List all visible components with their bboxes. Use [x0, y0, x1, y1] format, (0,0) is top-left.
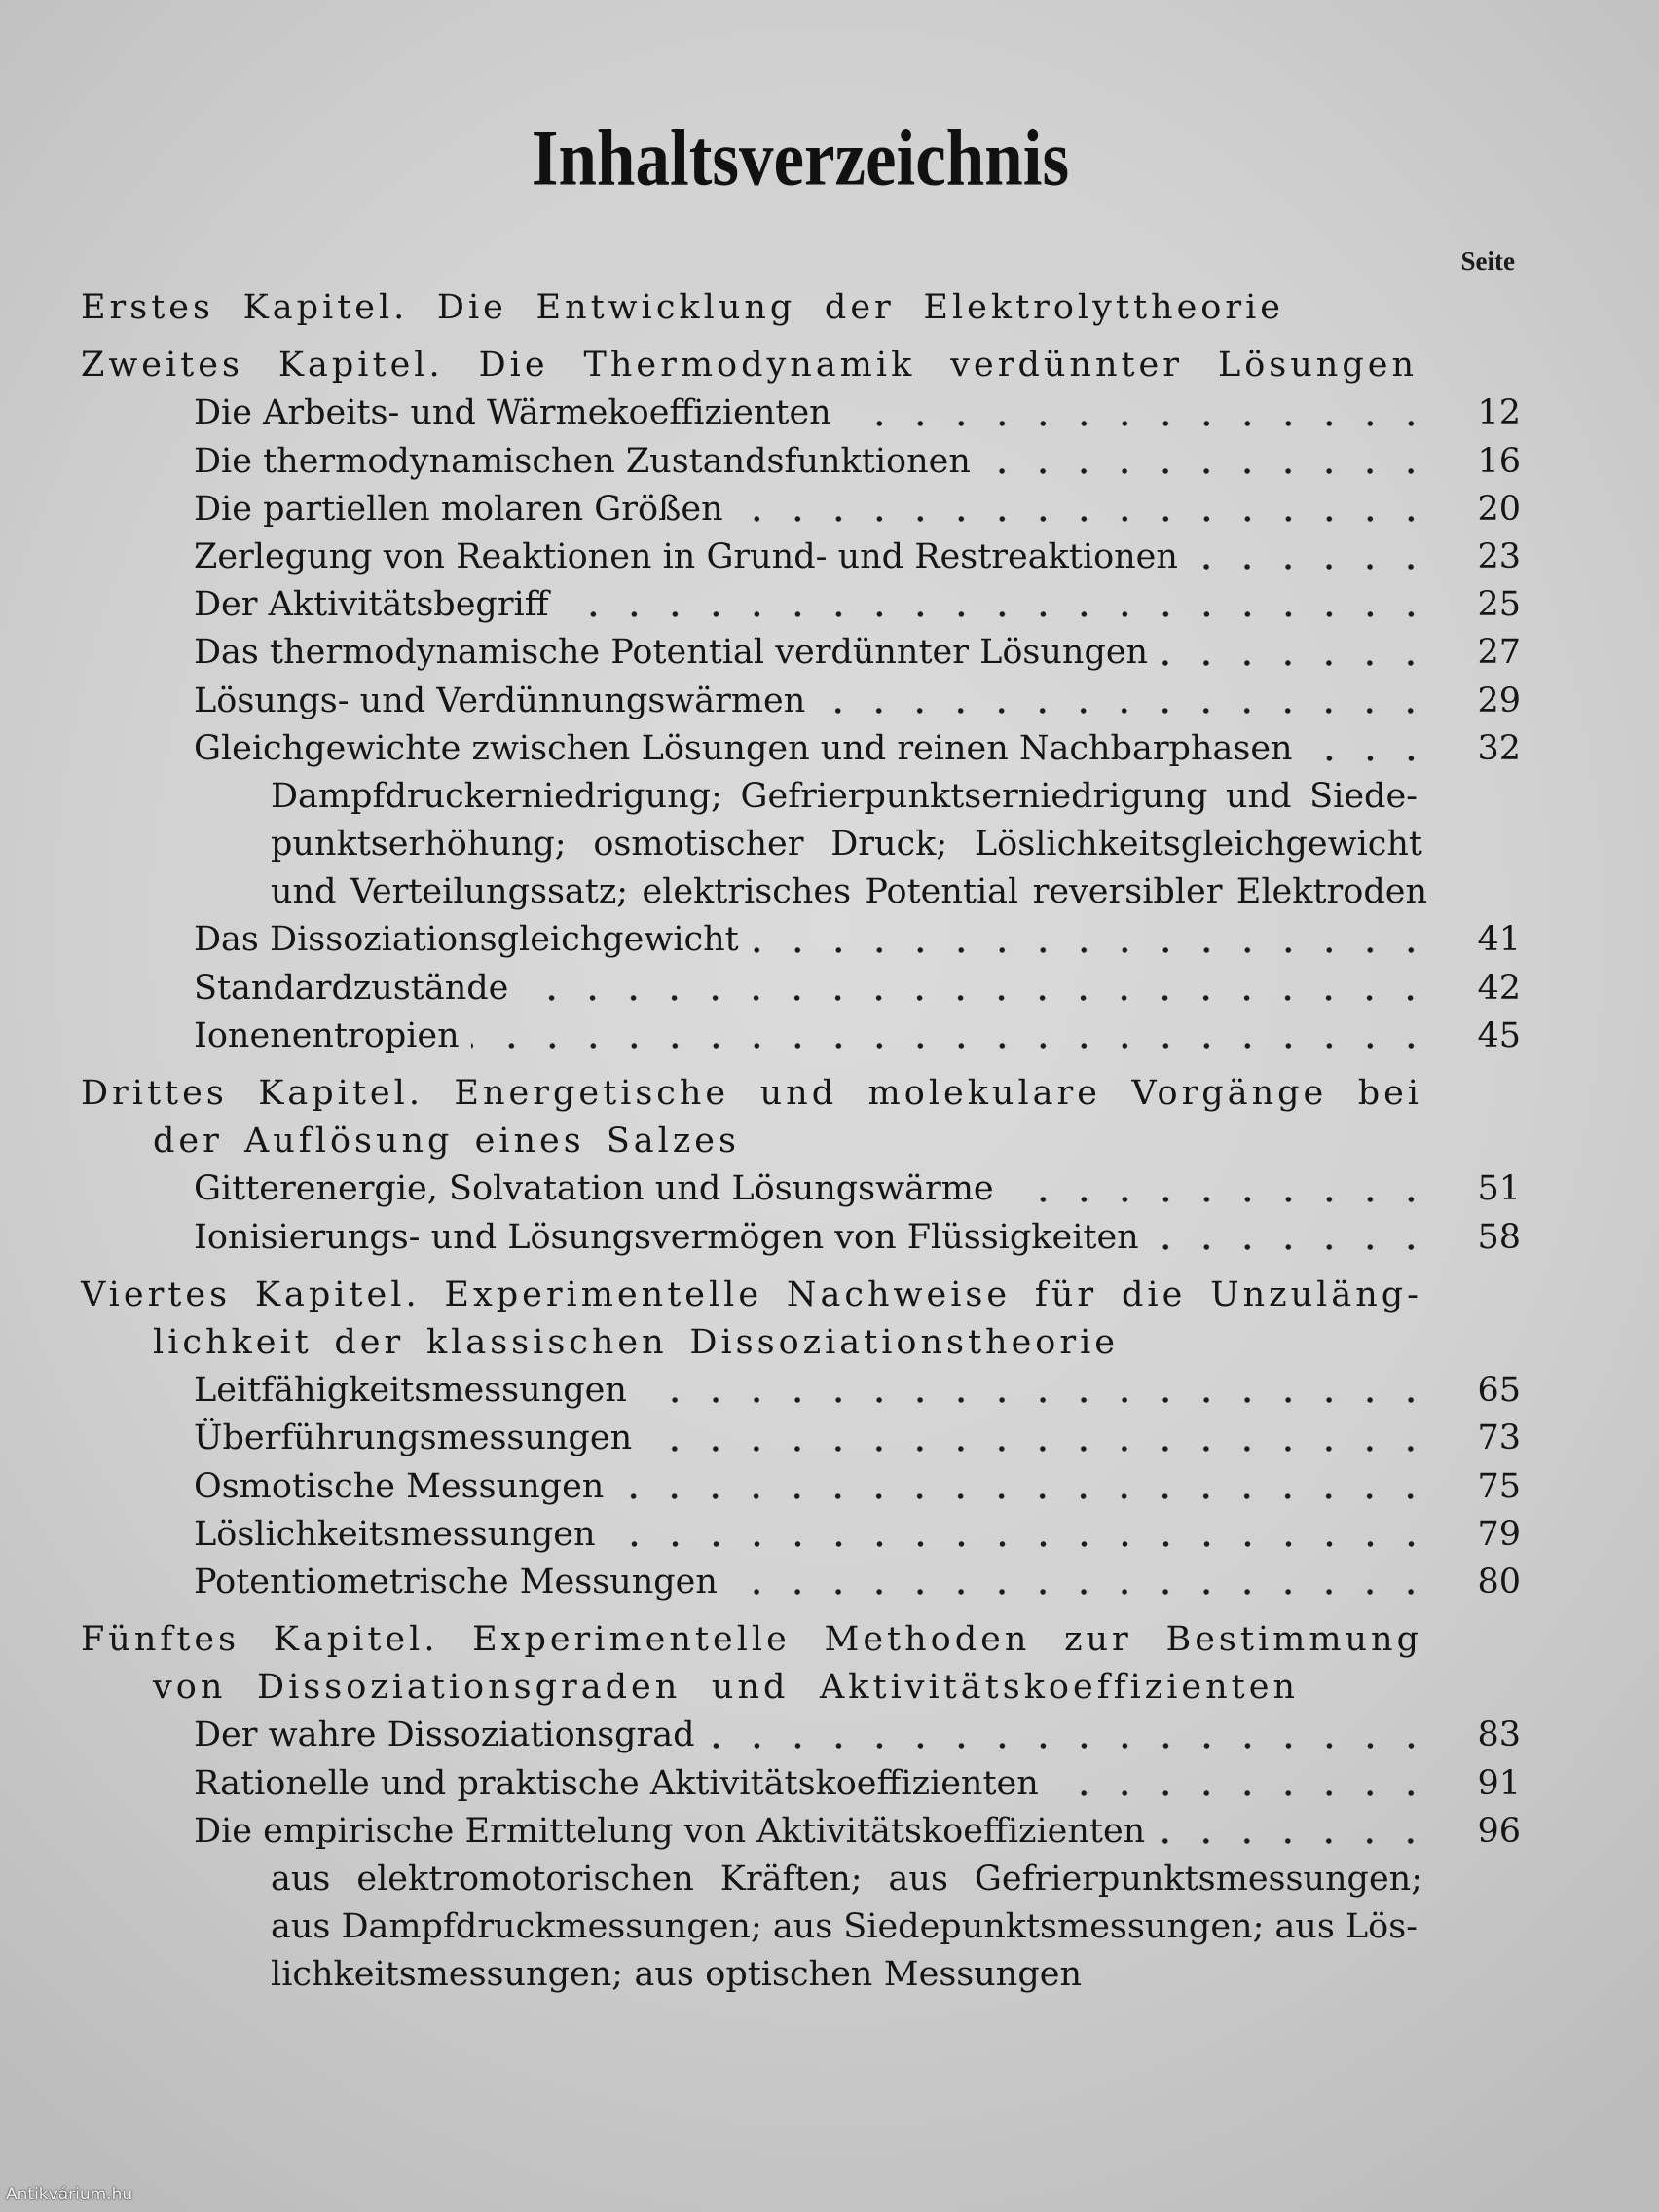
- toc-entry-page: 80: [1477, 1562, 1521, 1602]
- dot-leader: [707, 1712, 1431, 1759]
- toc-entry-title: Die partiellen molaren Größen: [194, 489, 723, 529]
- toc-entry-detail-text: aus elektromotorischen Kräften; aus Gefrierpunktsmessungen;: [271, 1860, 1422, 1899]
- dot-leader: [843, 389, 1431, 437]
- toc-entry: [194, 1367, 1521, 1415]
- toc-entry-title: Ionisierungs- und Lösungsvermögen von Flüssigkeiten: [194, 1217, 1139, 1257]
- toc-entry: [194, 916, 1521, 964]
- dot-leader: [644, 1415, 1431, 1462]
- toc-entry-page: 51: [1477, 1169, 1521, 1209]
- chapter-heading-text: Drittes Kapitel. Energetische und molekulare Vorgänge bei: [81, 1074, 1422, 1113]
- chapter-heading-continued: [153, 1664, 1659, 1712]
- chapter-heading-continued: [153, 1319, 1659, 1367]
- chapter-heading: [81, 342, 1659, 389]
- toc-entry-detail: [271, 821, 1659, 868]
- toc-entry: [194, 581, 1521, 629]
- toc-entry-title: Lösungs- und Verdünnungswärmen: [194, 681, 806, 720]
- dot-leader: [751, 916, 1431, 964]
- chapter-heading: [81, 284, 1659, 332]
- dot-leader: [729, 1559, 1431, 1606]
- watermark: Antikvárium.hu: [6, 2185, 133, 2204]
- toc-entry: [194, 486, 1521, 534]
- toc-entry-page: 23: [1477, 536, 1521, 576]
- dot-leader: [1006, 1165, 1431, 1213]
- chapter-heading-text: von Dissoziationsgraden und Aktivitätskoeffizienten: [153, 1668, 1299, 1708]
- toc-entry: [194, 1808, 1521, 1856]
- toc-entry: [194, 1165, 1521, 1213]
- chapter-heading-text: Erstes Kapitel. Die Entwicklung der Elektrolyttheorie: [81, 288, 1284, 327]
- chapter-heading-text: lichkeit der klassischen Dissoziationstheorie: [153, 1322, 1119, 1362]
- dot-leader: [615, 1463, 1431, 1511]
- toc-entry-title: Der Aktivitätsbegriff: [194, 585, 549, 625]
- toc-entry-title: Rationelle und praktische Aktivitätskoeffizienten: [194, 1763, 1039, 1803]
- toc-entry: [194, 534, 1521, 581]
- toc-entry-title: Zerlegung von Reaktionen in Grund- und Restreaktionen: [194, 536, 1178, 576]
- dot-leader: [1190, 534, 1431, 581]
- toc-entry-title: Die Arbeits- und Wärmekoeffizienten: [194, 393, 831, 433]
- toc-entry-page: 29: [1477, 681, 1521, 720]
- toc-entry-detail-text: aus Dampfdruckmessungen; aus Siedepunktsmessungen; aus Lös-: [271, 1907, 1418, 1947]
- toc-entry-title: Überführungsmessungen: [194, 1419, 633, 1458]
- toc-entry-title: Ionenentropien: [194, 1015, 460, 1055]
- page-title: Inhaltsverzeichnis: [531, 115, 1070, 203]
- toc-entry-detail-text: lichkeitsmessungen; aus optischen Messungen: [271, 1955, 1082, 1995]
- toc-entry-page: 25: [1477, 585, 1521, 625]
- chapter-heading-text: Fünftes Kapitel. Experimentelle Methoden zur Bestimmung: [81, 1620, 1422, 1660]
- toc-entry-detail-text: punktserhöhung; osmotischer Druck; Löslichkeitsgleichgewicht: [271, 825, 1422, 865]
- toc-entry-title: Standardzustände: [194, 968, 509, 1008]
- toc-entry-detail-text: Dampfdruckerniedrigung; Gefrierpunktserniedrigung und Siede-: [271, 776, 1418, 816]
- toc-entry-page: 83: [1477, 1715, 1521, 1755]
- toc-entry-page: 12: [1477, 393, 1521, 433]
- toc-entry-title: Leitfähigkeitsmessungen: [194, 1371, 627, 1411]
- dot-leader: [608, 1511, 1431, 1559]
- toc-entry-title: Gitterenergie, Solvatation und Lösungswärme: [194, 1169, 994, 1209]
- toc-entry-page: 42: [1477, 968, 1521, 1008]
- toc-entry: [194, 629, 1521, 677]
- dot-leader: [1157, 1808, 1431, 1856]
- chapter-heading: [81, 1070, 1659, 1118]
- toc-entry-title: Die empirische Ermittelung von Aktivitätskoeffizienten: [194, 1811, 1146, 1851]
- table-of-contents: [0, 284, 1659, 2000]
- toc-entry-title: Potentiometrische Messungen: [194, 1562, 718, 1602]
- toc-entry: [194, 1760, 1521, 1808]
- toc-entry-title: Der wahre Dissoziationsgrad: [194, 1715, 695, 1755]
- toc-entry-page: 45: [1477, 1015, 1521, 1055]
- toc-entry-page: 20: [1477, 489, 1521, 529]
- toc-entry: [194, 965, 1521, 1013]
- dot-leader: [561, 581, 1431, 629]
- toc-entry-detail: [271, 773, 1659, 821]
- toc-entry: [194, 678, 1521, 725]
- toc-entry-detail: [271, 1951, 1659, 1999]
- dot-leader: [735, 486, 1431, 534]
- toc-entry-detail: [271, 1903, 1659, 1951]
- toc-entry: [194, 1712, 1521, 1759]
- toc-entry-detail-text: und Verteilungssatz; elektrisches Potential reversibler Elektroden: [271, 872, 1427, 912]
- dot-leader: [1305, 725, 1431, 773]
- toc-entry-title: Gleichgewichte zwischen Lösungen und reinen Nachbarphasen: [194, 728, 1293, 768]
- dot-leader: [1051, 1760, 1431, 1808]
- toc-entry: [194, 438, 1521, 486]
- toc-entry-page: 58: [1477, 1217, 1521, 1257]
- toc-entry-page: 41: [1477, 920, 1521, 960]
- toc-entry-title: Osmotische Messungen: [194, 1466, 605, 1506]
- page-column-label: Seite: [1460, 246, 1515, 276]
- toc-entry-page: 27: [1477, 633, 1521, 673]
- toc-entry-title: Das thermodynamische Potential verdünnter Lösungen: [194, 633, 1149, 673]
- toc-entry: [194, 1463, 1521, 1511]
- chapter-heading-text: Zweites Kapitel. Die Thermodynamik verdünnter Lösungen: [81, 346, 1418, 386]
- chapter-heading-text: Viertes Kapitel. Experimentelle Nachweise für die Unzuläng-: [81, 1274, 1422, 1314]
- dot-leader: [639, 1367, 1431, 1415]
- toc-entry: [194, 1559, 1521, 1606]
- dot-leader: [471, 1013, 1431, 1060]
- toc-entry: [194, 1415, 1521, 1462]
- chapter-heading: [81, 1616, 1659, 1664]
- toc-entry: [194, 1013, 1521, 1060]
- toc-entry-page: 79: [1477, 1514, 1521, 1554]
- toc-entry-page: 16: [1477, 441, 1521, 481]
- chapter-heading-text: der Auflösung eines Salzes: [153, 1122, 740, 1161]
- toc-entry-detail: [271, 1856, 1659, 1903]
- toc-entry-page: 96: [1477, 1811, 1521, 1851]
- toc-entry: [194, 389, 1521, 437]
- chapter-heading: [81, 1272, 1659, 1319]
- toc-entry-page: 73: [1477, 1419, 1521, 1458]
- toc-entry-detail: [271, 868, 1659, 916]
- toc-entry-title: Die thermodynamischen Zustandsfunktionen: [194, 441, 971, 481]
- toc-entry: [194, 725, 1521, 773]
- dot-leader: [982, 438, 1431, 486]
- chapter-heading-continued: [153, 1118, 1659, 1165]
- toc-entry-page: 65: [1477, 1371, 1521, 1411]
- dot-leader: [1160, 629, 1431, 677]
- dot-leader: [520, 965, 1431, 1013]
- toc-entry-title: Das Dissoziationsgleichgewicht: [194, 920, 739, 960]
- toc-entry-page: 91: [1477, 1763, 1521, 1803]
- toc-entry-title: Löslichkeitsmessungen: [194, 1514, 596, 1554]
- dot-leader: [1151, 1214, 1431, 1262]
- toc-entry: [194, 1511, 1521, 1559]
- toc-entry-page: 32: [1477, 728, 1521, 768]
- toc-entry-page: 75: [1477, 1466, 1521, 1506]
- dot-leader: [817, 678, 1431, 725]
- toc-entry: [194, 1214, 1521, 1262]
